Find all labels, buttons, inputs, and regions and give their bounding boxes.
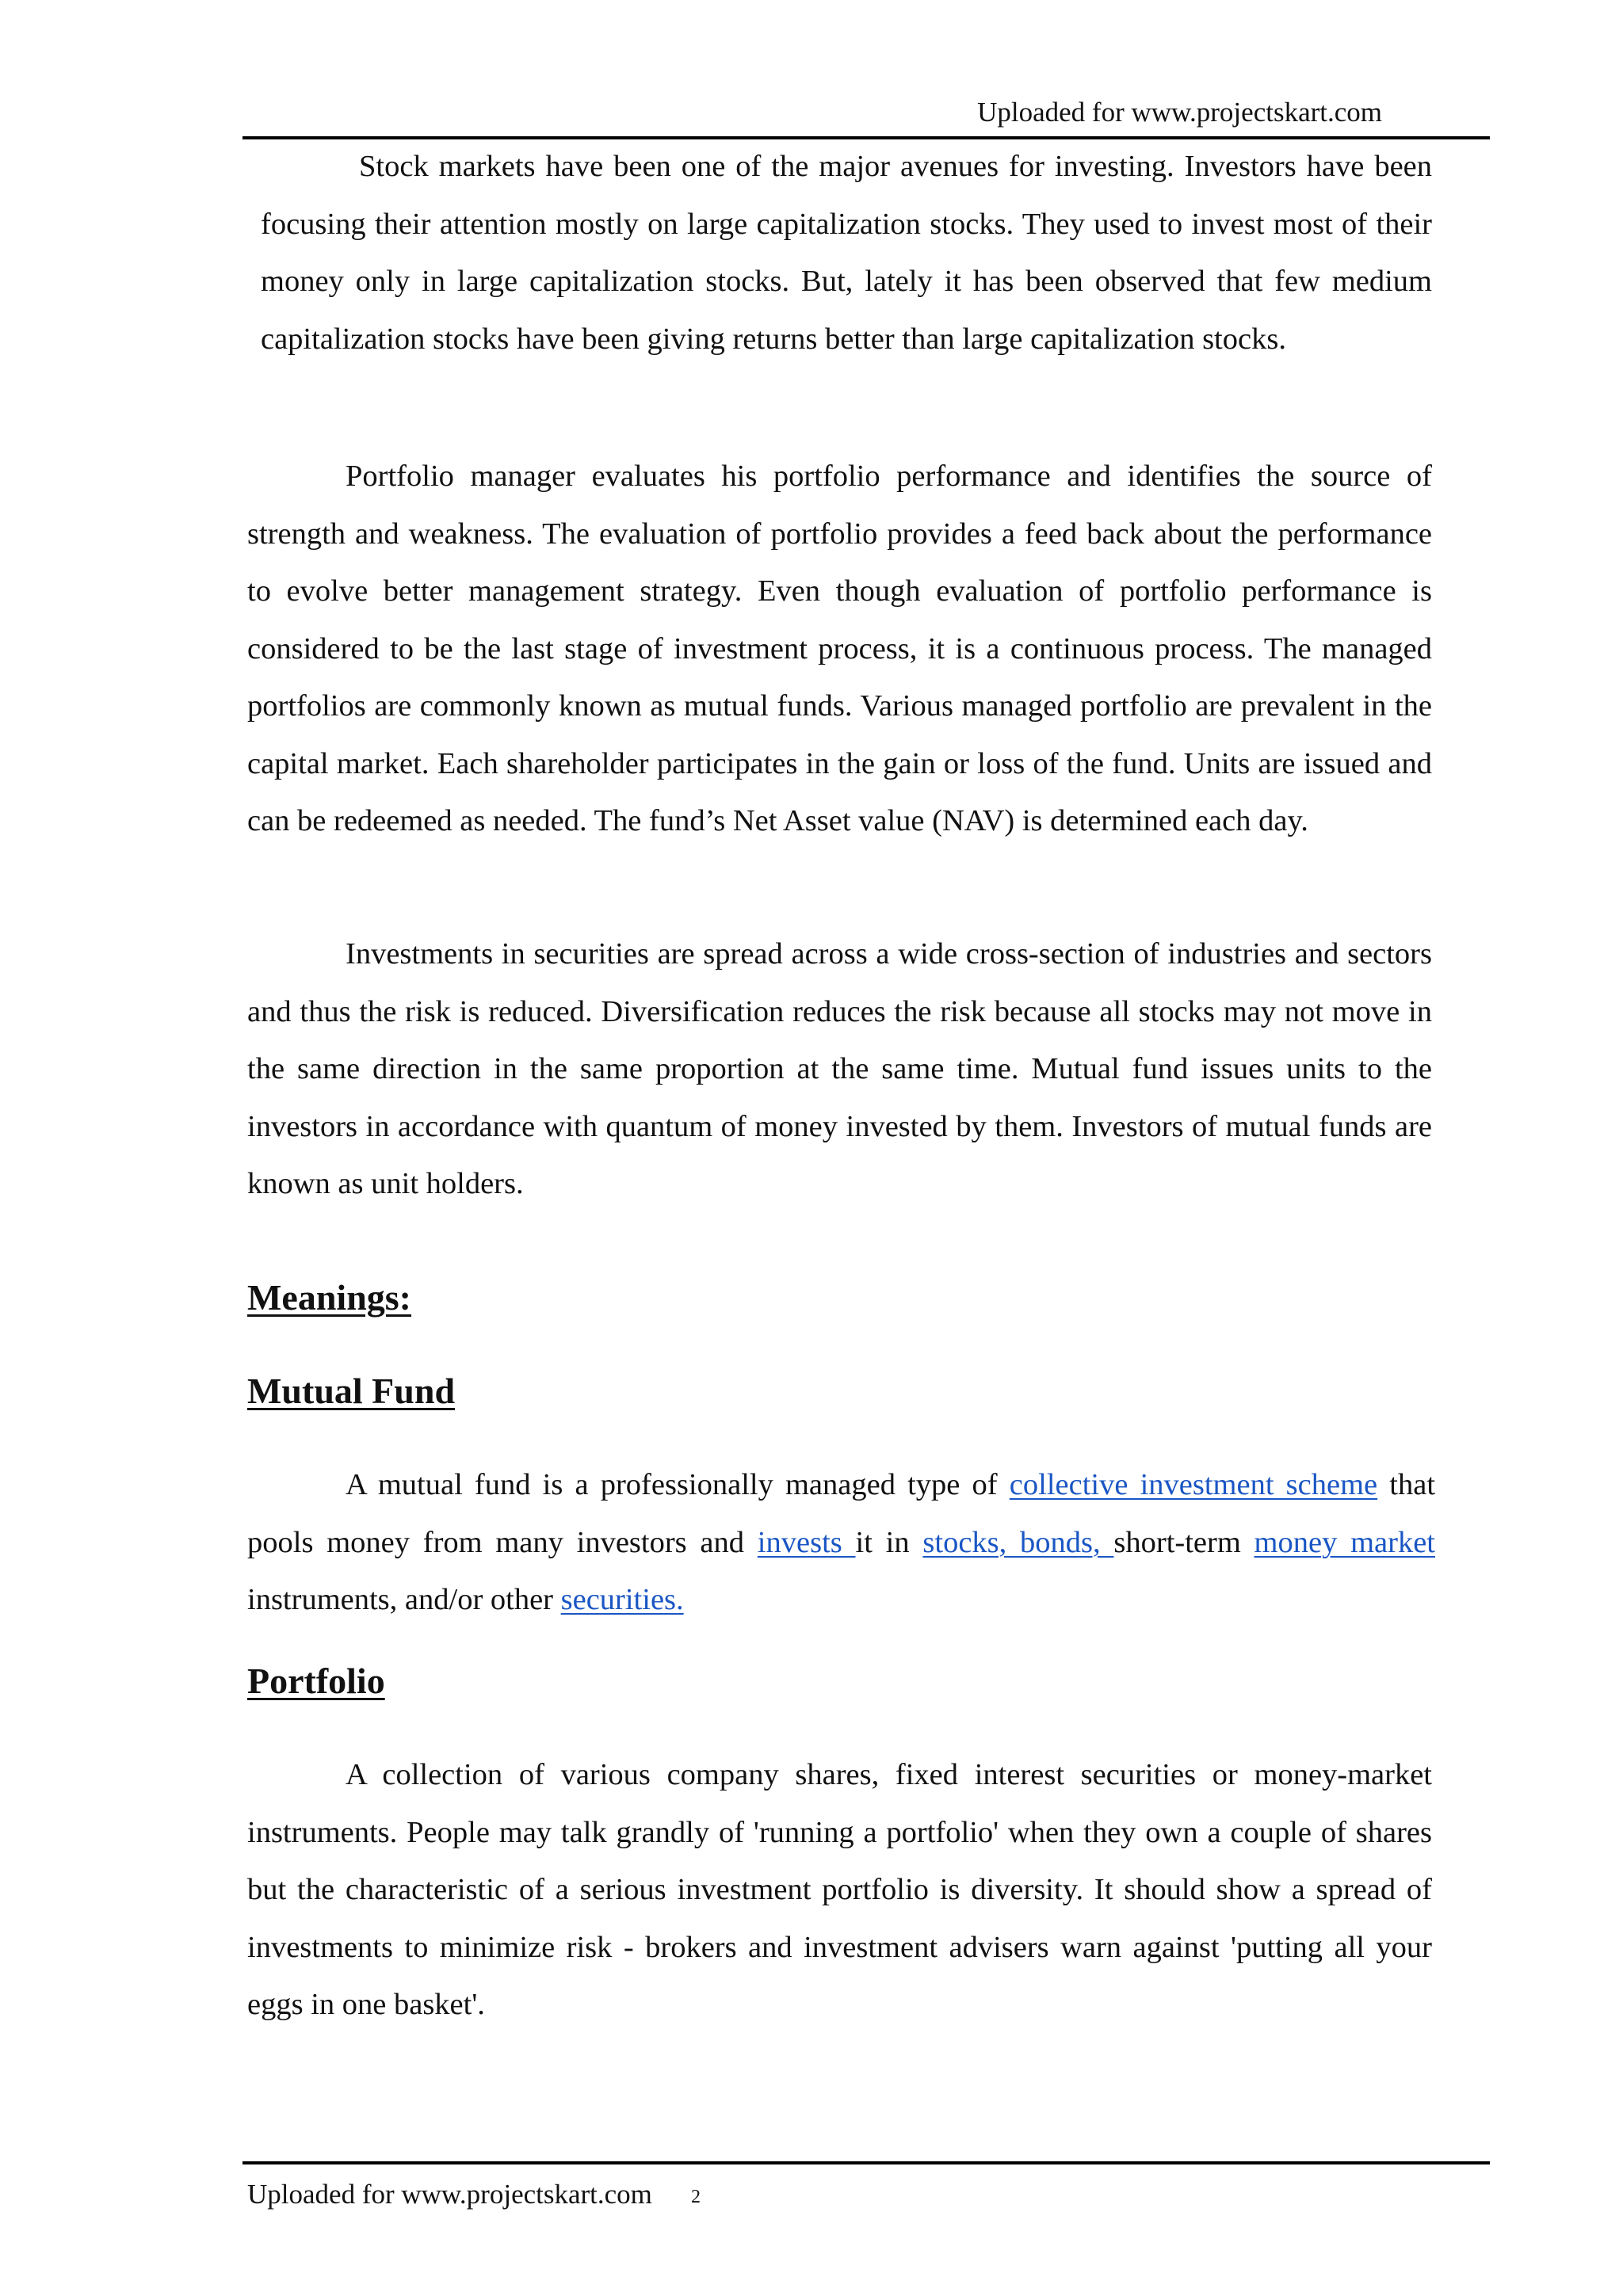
- link-invests[interactable]: invests: [757, 1525, 856, 1559]
- page-number: 2: [691, 2187, 701, 2207]
- paragraph-investments-securities: Investments in securities are spread across a wide cross-section of industries and sectors and thus the risk is reduced. Diversification reduces the risk because all stocks may not move in the same direction in the same proportion at the same time. Mutual fund issues units to the investors in accordance with quantum of money invested by them. Investors of mutual funds are known as unit holders.: [247, 937, 1432, 1200]
- link-securities[interactable]: securities.: [560, 1583, 684, 1616]
- mutual-fund-text-5: instruments, and/or other: [247, 1583, 561, 1616]
- portfolio-definition: A collection of various company shares, fixed interest securities or money-market instruments. People may talk grandly of 'running a portfolio' when they own a couple of shares but the characteristic of a serious investment portfolio is diversity. It should show a spread of investments to minimize risk - brokers and investment advisers warn against 'putting all your eggs in one basket'.: [247, 1758, 1432, 2021]
- link-money-market[interactable]: money market: [1254, 1525, 1435, 1559]
- paragraph-portfolio-manager: Portfolio manager evaluates his portfolio performance and identifies the source of strength and weakness. The evaluation of portfolio provides a feed back about the performance to evolve better management strategy. Even though evaluation of portfolio performance is considered to be the last stage of investment process, it is a continuous process. The managed portfolios are commonly known as mutual funds. Various managed portfolio are prevalent in the capital market. Each shareholder participates in the gain or loss of the fund. Units are issued and can be redeemed as needed. The fund’s Net Asset value (NAV) is determined each day.: [247, 460, 1432, 837]
- mutual-fund-text-3: it in: [855, 1525, 923, 1559]
- heading-portfolio: Portfolio: [247, 1661, 385, 1701]
- mutual-fund-text-2: that pools money from many investors and: [247, 1468, 1436, 1559]
- link-collective-investment-scheme[interactable]: collective investment scheme: [1009, 1468, 1378, 1501]
- footer-upload-text: Uploaded for www.projectskart.com: [247, 2179, 652, 2210]
- heading-meanings: Meanings:: [247, 1277, 411, 1318]
- page-footer: [242, 2161, 1490, 2210]
- page-header: [242, 95, 1490, 139]
- mutual-fund-text-1: A mutual fund is a professionally managed type of: [346, 1468, 1010, 1501]
- heading-mutual-fund: Mutual Fund: [247, 1371, 456, 1411]
- mutual-fund-definition: [247, 1456, 1435, 1629]
- mutual-fund-text-4: short-term: [1113, 1525, 1254, 1559]
- intro-paragraph-stock-markets: Stock markets have been one of the major avenues for investing. Investors have been focusing their attention mostly on large capitalization stocks. They used to invest most of their money only in large capitalization stocks. But, lately it has been observed that few medium capitalization stocks have been giving returns better than large capitalization stocks.: [261, 150, 1432, 356]
- header-upload-text: Uploaded for www.projectskart.com: [977, 97, 1382, 128]
- link-stocks-bonds[interactable]: stocks, bonds,: [922, 1525, 1114, 1559]
